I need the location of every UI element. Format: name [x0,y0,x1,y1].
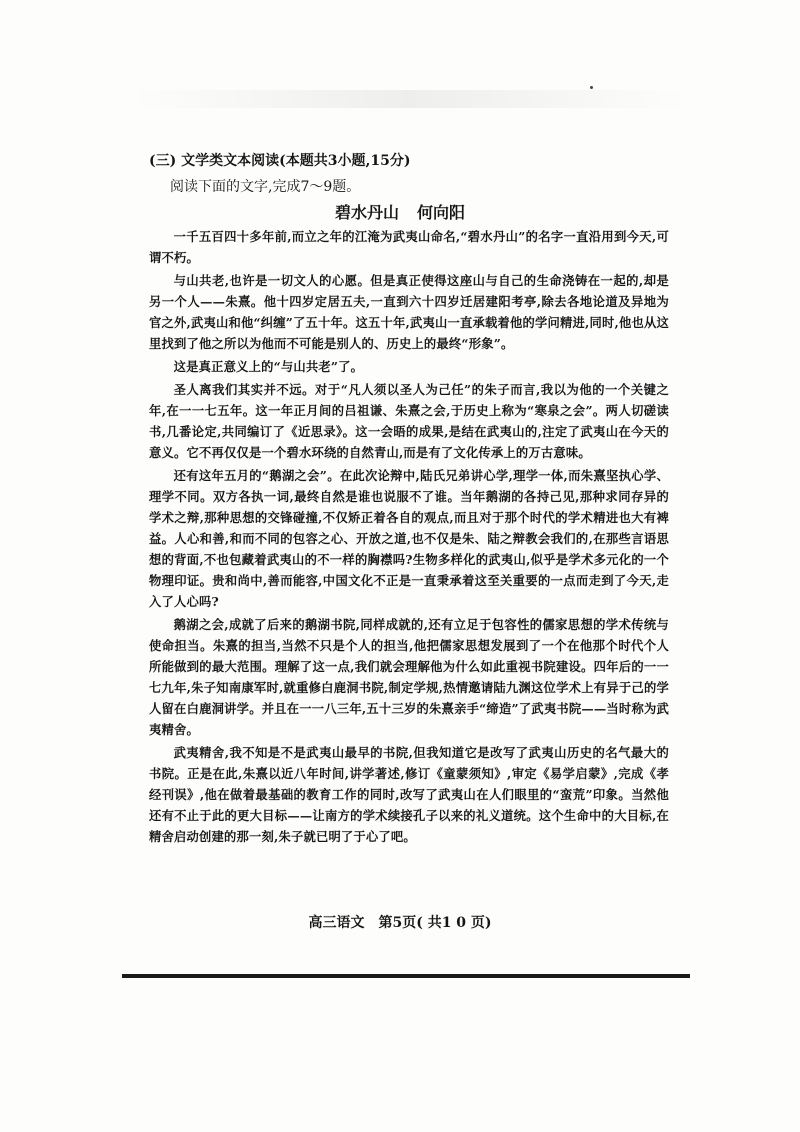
paragraph-6: 鹅湖之会,成就了后来的鹅湖书院,同样成就的,还有立足于包容性的儒家思想的学术传统与使命担当。朱熹的担当,当然不只是个人的担当,他把儒家思想发展到了一个在他那个时代个人所能做到的最大范围。理解了这一点,我们就会理解他为什么如此重视书院建设。四年后的一一七九年,朱子知南康军时,就重修白鹿洞书院,制定学规,热情邀请陆九渊这位学术上有异于己的学人留在白鹿洞讲学。并且在一一八三年,五十三岁的朱熹亲手“缔造”了武夷书院——当时称为武夷精舍。 [149,617,669,737]
paragraph-7: 武夷精舍,我不知是不是武夷山最早的书院,但我知道它是改写了武夷山历史的名气最大的书院。正是在此,朱熹以近八年时间,讲学著述,修订《童蒙须知》,审定《易学启蒙》,完成《孝经刊误》,他在做着最基础的教育工作的同时,改写了武夷山在人们眼里的“蛮荒”印象。当然他还有不止于此的更大目标——让南方的学术续接孔子以来的礼义道统。这个生命中的大目标,在精舍启动创建的那一刻,朱子就已明了于心了吧。 [149,745,669,844]
article-title: 碧水丹山 [334,203,399,222]
section-heading: (三) 文学类文本阅读(本题共3小题,15分) [149,153,411,169]
paragraph-4: 圣人离我们其实并不远。对于“凡人须以圣人为己任”的朱子而言,我以为他的一个关键之年,在一一七五年。这一年正月间的吕祖谦、朱熹之会,于历史上称为“寒泉之会”。两人切磋读书,几番论定,共同编订了《近思录》。这一会晤的成果,是结在武夷山的,注定了武夷山在今天的意义。它不再仅仅是一个碧水环绕的自然青山,而是有了文化传承上的万古意味。 [149,382,669,460]
reading-instruction: 阅读下面的文字,完成7～9题。 [170,179,361,195]
bottom-rule [122,974,690,978]
article-body [149,226,669,849]
paragraph-2: 与山共老,也许是一切文人的心愿。但是真正使得这座山与自己的生命浇铸在一起的,却是另一个人——朱熹。他十四岁定居五夫,一直到六十四岁迁居建阳考亭,除去各地论道及异地为官之外,武夷山和他“纠缠”了五十年。这五十年,武夷山一直承载着他的学问精进,同时,他也从这里找到了他之所以为他而不可能是别人的、历史上的最终“形象”。 [149,273,669,351]
paragraph-1: 一千五百四十多年前,而立之年的江淹为武夷山命名,“碧水丹山”的名字一直沿用到今天,可谓不朽。 [149,229,669,265]
article-title-line [0,200,800,223]
paragraph-5: 还有这年五月的“鹅湖之会”。在此次论辩中,陆氏兄弟讲心学,理学一体,而朱熹坚执心学、理学不同。双方各执一词,最终自然是谁也说服不了谁。当年鹅湖的各持己见,那种求同存异的学术之辩,那种思想的交锋碰撞,不仅矫正着各自的观点,而且对于那个时代的学术精进也大有裨益。人心和善,和而不同的包容之心、开放之道,也不仅是朱、陆之辩教会我们的,在那些言语思想的背面,不也包藏着武夷山的不一样的胸襟吗?生物多样化的武夷山,似乎是学术多元化的一个物理印证。贵和尚中,善而能容,中国文化不正是一直秉承着这至关重要的一点而走到了今天,走入了人心吗? [149,468,669,609]
page-footer: 高三语文 第5页( 共1 0 页) [308,915,492,931]
article-author: 何向阳 [417,203,466,222]
scan-dot [590,86,593,89]
paragraph-3: 这是真正意义上的“与山共老”了。 [173,359,364,374]
scan-smudge [130,90,690,108]
